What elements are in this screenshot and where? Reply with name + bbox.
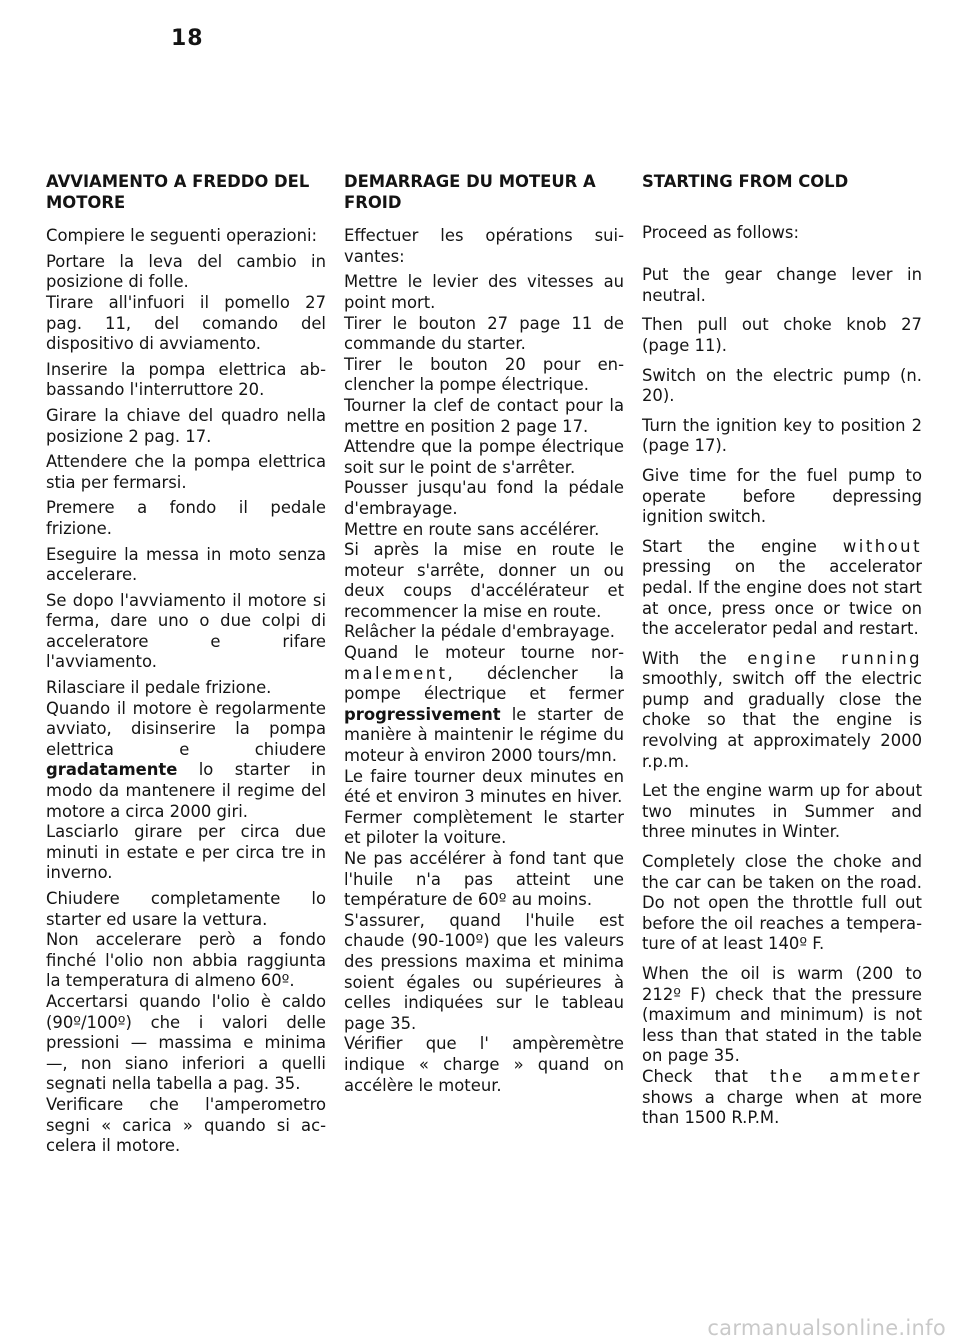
paragraph: Verificare che l'amperometro segni « carica » quando si accelera il motore. [46,1094,326,1156]
paragraph: Ne pas accélérer à fond tant que l'huile n'a pas atteint une température de 60º au moins. [344,849,624,910]
paragraph: Then pull out choke knob 27 (page 11). [642,315,922,355]
paragraph: Mettre en route sans accélérer. [344,519,600,539]
paragraph-text: shows a charge when at more than 1500 R.P.M. [642,1087,922,1128]
paragraph: Tirer le bouton 27 page 11 de commande du starter. [344,313,624,354]
paragraph [344,643,624,767]
spaced-text: engine running [747,648,922,668]
french-heading: DEMARRAGE DU MOTEUR A FROID [344,172,596,212]
paragraph: Put the gear change lever in neutral. [642,265,922,305]
paragraph [642,537,922,640]
paragraph: Eseguire la messa in moto senza accelerare. [46,544,326,585]
paragraph: Attendre que la pompe électrique soit sur le point de s'arrêter. [344,437,624,477]
paragraph: Rilasciare il pedale frizione. [46,678,272,698]
paragraph-text: Start the engine [642,536,817,556]
page-number: 18 [171,26,204,51]
paragraph: Turn the ignition key to position 2 (page 17). [642,415,922,456]
paragraph [642,1067,922,1129]
watermark: carmanualsonline.info [707,1316,946,1340]
paragraph-text: Check that [642,1066,748,1086]
paragraph: Relâcher la pédale d'embrayage. [344,622,615,642]
paragraph: Girare la chiave del quadro nella posizione 2 pag. 17. [46,405,326,446]
paragraph: Completely close the choke and the car can be taken on the road. Do not open the throttle full out before the oil reaches a temperature of at least 140º F. [642,852,922,954]
paragraph-text: le starter de manière à maintenir le régime du moteur à environ 2000 tours/mn. [344,704,624,766]
paragraph: Switch on the electric pump (n. 20). [642,365,922,406]
paragraph: Fermer complètement le starter et piloter la voiture. [344,807,624,848]
paragraph: Tirer le bouton 20 pour enclencher la pompe électrique. [344,354,624,395]
english-column [642,172,922,1138]
paragraph [642,649,922,773]
italian-column [46,172,326,1162]
paragraph: Chiudere completamente lo starter ed usare la vettura. [46,889,326,929]
paragraph: Proceed as follows: [642,222,799,242]
paragraph: Premere a fondo il pedale frizione. [46,498,326,538]
paragraph-text: Quand le moteur tourne nor [344,643,624,663]
emphasis-text: gradatamente [46,760,178,780]
paragraph-text: Quando il motore è regolarmente avviato, disinserire la pompa elettrica e chiudere [46,698,326,759]
italian-heading: AVVIAMENTO A FREDDO DEL MOTORE [46,172,310,212]
french-column [344,172,624,1096]
paragraph: Le faire tourner deux minutes en été et environ 3 minutes en hiver. [344,766,624,807]
paragraph: Vérifier que l' ampèremètre indique « charge » quand on accélère le moteur. [344,1034,624,1095]
paragraph: Portare la leva del cambio in posizione di folle. [46,251,326,292]
paragraph-text: With the [642,648,727,668]
paragraph: Pousser jusqu'au fond la pédale d'embrayage. [344,478,624,518]
paragraph: When the oil is warm (200 to 212º F) check that the pressure (maximum and minimum) is not less than that stated in the table on page 35. [642,964,922,1066]
paragraph: Tirare all'infuori il pomello 27 pag. 11, del comando del dispositivo di avviamento. [46,292,326,354]
paragraph-text: smoothly, switch off the electric pump and gradually close the choke so that the engine is revolving at approximately 2000 r.p.m. [642,669,922,771]
spaced-text: without [842,536,922,556]
paragraph: Tourner la clef de contact pour la mettre en position 2 page 17. [344,395,624,436]
paragraph: S'assurer, quand l'huile est chaude (90-100º) que les valeurs des pressions maxima et minima soient égales ou supérieures à celles indiquées sur le tableau page 35. [344,910,624,1033]
paragraph: Si après la mise en route le moteur s'arrête, donner un ou deux coups d'accélérateur et recommencer la mise en route. [344,540,624,621]
paragraph-text: pressing on the accelerator pedal. If the engine does not start at once, press once or twice on the accelerator pedal and restart. [642,557,922,639]
paragraph: Let the engine warm up for about two minutes in Summer and three minutes in Winter. [642,781,922,842]
emphasis-text: progressivement [344,704,501,724]
paragraph: Effectuer les opérations suivantes: [344,226,624,266]
paragraph: Give time for the fuel pump to operate before depressing ignition switch. [642,465,922,527]
paragraph: Non accelerare però a fondo finché l'olio non abbia raggiunta la temperatura di almeno 60º. [46,930,326,991]
spaced-text: malement, [344,663,456,683]
paragraph: Se dopo l'avviamento il motore si ferma, dare uno o due colpi di acceleratore e rifare l'avviamento. [46,590,326,672]
paragraph: Accertarsi quando l'olio è caldo (90º/100º) che i valori delle pressioni — massima e minima —, non siano inferiori a quelli segnati nella tabella a pag. 35. [46,991,326,1094]
paragraph: Compiere le seguenti operazioni: [46,226,318,246]
paragraph-text: lo starter in modo da mantenere il regime del motore a circa 2000 giri. [46,760,326,821]
spaced-text: the ammeter [770,1066,923,1086]
paragraph [46,699,326,823]
paragraph: Attendere che la pompa elettrica stia per fermarsi. [46,452,326,492]
paragraph: Lasciarlo girare per circa due minuti in estate e per circa tre in inverno. [46,822,326,883]
paragraph: Inserire la pompa elettrica abbassando l'interruttore 20. [46,359,326,400]
paragraph: Mettre le levier des vitesses au point mort. [344,272,624,312]
english-heading: STARTING FROM COLD [642,172,849,191]
paragraph-text: déclencher la pompe électrique et fermer [344,663,624,704]
